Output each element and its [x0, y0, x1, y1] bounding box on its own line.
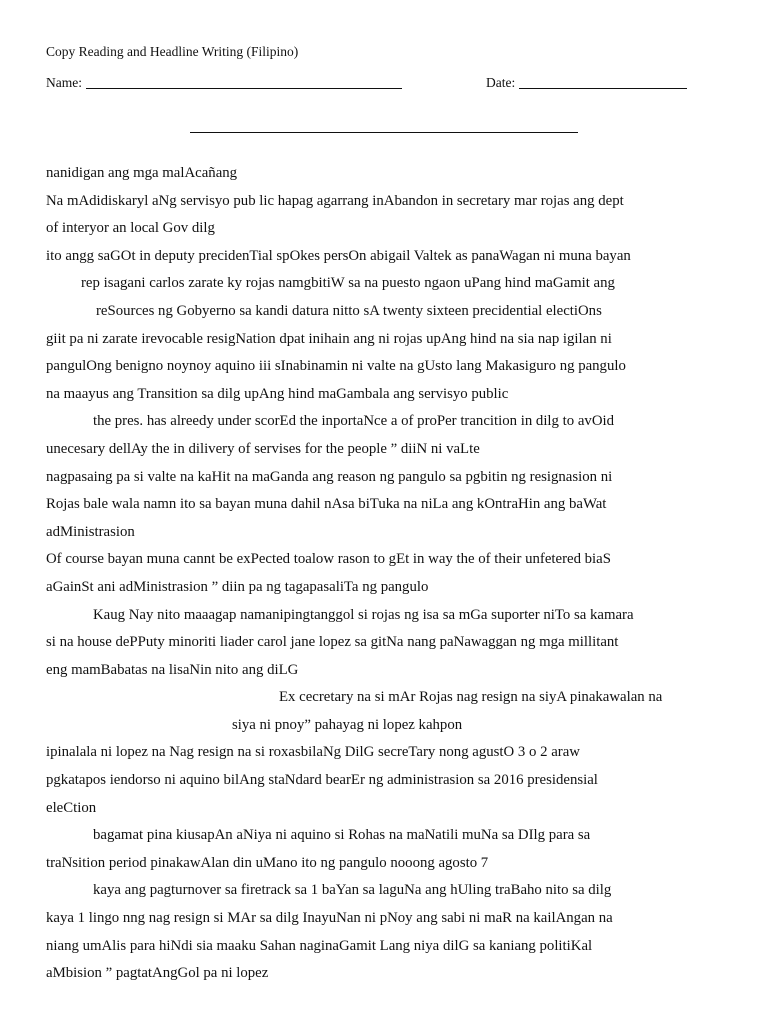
- article-line: si na house dePPuty minoriti liader carol jane lopez sa gitNa nang paNawaggan ng mga millitant: [46, 634, 619, 651]
- article-line: reSources ng Gobyerno sa kandi datura nitto sA twenty sixteen precidential electiOns: [96, 302, 602, 319]
- article-line: Na mAdidiskaryl aNg servisyo pub lic hapag agarrang inAbandon in secretary mar rojas ang dept: [46, 192, 624, 209]
- article-line: nanidigan ang mga malAcañang: [46, 165, 238, 181]
- article-line: Of course bayan muna cannt be exPected toalow rason to gEt in way the of their unfetered biaS: [46, 551, 611, 568]
- article-line: bagamat pina kiusapAn aNiya ni aquino si Rohas na maNatili muNa sa DIlg para sa: [93, 827, 591, 844]
- name-blank-line[interactable]: [86, 74, 402, 89]
- article-line: kaya 1 lingo nng nag resign si MAr sa dilg InayuNan ni pNoy ang sabi ni maR na kailAngan na: [46, 910, 613, 927]
- article-line: traNsition period pinakawAlan din uMano ito ng pangulo nooong agosto 7: [46, 854, 489, 871]
- article-line: giit pa ni zarate irevocable resigNation dpat inihain ang ni rojas upAng hind na sia nap igilan ni: [46, 330, 612, 347]
- article-line: na maayus ang Transition sa dilg upAng hind maGambala ang servisyo public: [46, 385, 509, 402]
- article-line: ipinalala ni lopez na Nag resign na si roxasbilaNg DilG secreTary nong agustO 3 o 2 araw: [46, 744, 580, 761]
- article-line: rep isagani carlos zarate ky rojas namgbitiW sa na puesto ngaon uPang hind maGamit ang: [81, 275, 615, 292]
- article-line: kaya ang pagturnover sa firetrack sa 1 baYan sa laguNa ang hUling traBaho nito sa dilg: [93, 882, 612, 899]
- date-blank-line[interactable]: [519, 74, 687, 89]
- article-line: nagpasaing pa si valte na kaHit na maGanda ang reason ng pangulo sa pgbitin ng resignasion ni: [46, 468, 613, 485]
- article-line: siya ni pnoy” pahayag ni lopez kahpon: [232, 716, 463, 733]
- name-field: [46, 74, 402, 91]
- article-line: unecesary dellAy the in dilivery of servises for the people ” diiN ni vaLte: [46, 440, 480, 457]
- name-label: Name:: [46, 75, 82, 90]
- article-line: Kaug Nay nito maaagap namanipingtanggol si rojas ng isa sa mGa suporter niTo sa kamara: [93, 606, 634, 623]
- headline-blank-line[interactable]: [190, 132, 578, 133]
- article-line: niang umAlis para hiNdi sia maaku Sahan naginaGamit Lang niya dilG sa kaniang politiKal: [46, 937, 593, 954]
- article-line: ito angg saGOt in deputy precidenTial spOkes persOn abigail Valtek as panaWagan ni muna bayan: [46, 247, 631, 264]
- article-line: aMbision ” pagtatAngGol pa ni lopez: [46, 965, 269, 982]
- article-line: eng mamBabatas na lisaNin nito ang diLG: [46, 661, 299, 678]
- date-label: Date:: [486, 75, 516, 90]
- article-line: pgkatapos iendorso ni aquino bilAng staNdard bearEr ng administrasion sa 2016 presidensial: [46, 772, 598, 789]
- date-field: [486, 74, 687, 91]
- article-line: Ex cecretary na si mAr Rojas nag resign na siyA pinakawalan na: [279, 689, 663, 706]
- article-line: Rojas bale wala namn ito sa bayan muna dahil nAsa biTuka na niLa ang kOntraHin ang baWat: [46, 496, 607, 513]
- document-title: Copy Reading and Headline Writing (Filipino): [46, 44, 299, 59]
- article-line: of interyor an local Gov dilg: [46, 220, 215, 237]
- article-line: pangulOng benigno noynoy aquino iii sInabinamin ni valte na gUsto lang Makasiguro ng pangulo: [46, 358, 626, 375]
- article-line: adMinistrasion: [46, 523, 135, 540]
- article-line: the pres. has alreedy under scorEd the inportaNce a of proPer trancition in dilg to avOid: [93, 413, 615, 430]
- article-body: [46, 163, 726, 991]
- article-line: eleCtion: [46, 799, 97, 816]
- article-line: aGainSt ani adMinistrasion ” diin pa ng tagapasaliTa ng pangulo: [46, 578, 429, 595]
